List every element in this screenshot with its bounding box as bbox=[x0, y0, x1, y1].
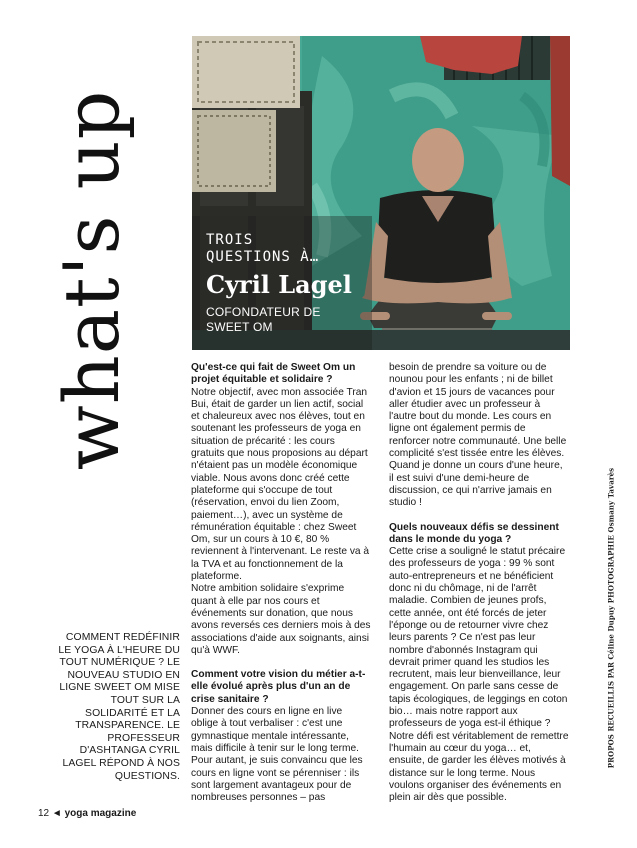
section-title-text: what's up bbox=[47, 89, 136, 471]
question-3: Quels nouveaux défis se dessinent dans le monde du yoga ? bbox=[389, 521, 559, 545]
answer-1-paragraph-2: Notre ambition solidaire s'exprime quant à elle par nos cours et événements sur donation, que nous avons reversés ces derniers mois à des associations d'aide aux soignants, ainsi qu'à WWF. bbox=[191, 583, 371, 656]
photo-credit bbox=[604, 468, 618, 768]
intro-text: COMMENT REDÉFINIR LE YOGA À L'HEURE DU TOUT NUMÉRIQUE ? LE NOUVEAU STUDIO EN LIGNE SWEET OM MISE TOUT SUR LA SOLIDARITÉ ET LA TRANSPARENCE. LE PROFESSEUR D'ASHTANGA CYRIL LAGEL RÉPOND À NOS QUESTIONS. bbox=[58, 632, 180, 782]
question-2: Comment votre vision du métier a-t-elle évolué après plus d'un an de crise sanitaire ? bbox=[191, 669, 366, 705]
answer-2-continued: besoin de prendre sa voiture ou de nounou pour les enfants ; ni de billet d'avion et 15 jours de vacances pour aller étudier avec un professeur à l'autre bout du monde. Les cours en ligne ont également permis de renforcer notre communauté. Une belle complicité s'est tissée entre les élèves. Quand je donne un cours d'une heure, il est suivi d'une demi-heure de discussion, ce qui n'arrive jamais en studio ! bbox=[389, 362, 567, 509]
photo-credit-text: PROPOS RECUEILLIS PAR Céline Dupuy PHOTOGRAPHIE Osmany Tavarès bbox=[606, 467, 616, 769]
left-arrow-icon: ◄ bbox=[51, 808, 62, 819]
article-column-1 bbox=[191, 362, 371, 804]
answer-2: Donner des cours en ligne en live oblige à tout verbaliser : c'est une gymnastique mentale intéressante, mais difficile à tenir sur le long terme. Pour autant, je suis convaincu que les cours en ligne vont se pérenniser : ils sont largement avantageux pour de nombreuses personnes – pas bbox=[191, 706, 363, 804]
hero-caption bbox=[206, 232, 352, 335]
answer-1-paragraph-1: Notre objectif, avec mon associée Tran Bui, était de garder un lien actif, social et chaleureux avec nos élèves, tout en soutenant les professeurs de yoga en situation de précarité : les cours gratuits que nous proposions au départ n'étaient pas un modèle économique viable. Nous avons donc créé cette plateforme qui s'occupe de tout (réservation, envoi du lien Zoom, paiement…), avec un système de rémunération équitable : chez Sweet Om, sur un cours à 10 €, 80 % reviennent à l'intervenant. Le reste va à la TVA et au fonctionnement de la plateforme. bbox=[191, 386, 370, 583]
magazine-name: yoga magazine bbox=[64, 808, 137, 819]
hero-photo bbox=[192, 36, 570, 350]
hero-name: Cyril Lagel bbox=[206, 270, 352, 299]
page-footer bbox=[38, 808, 136, 819]
answer-3: Cette crise a souligné le statut précaire des professeurs de yoga : 99 % sont auto-entrepreneurs et ne bénéficient donc ni du chômage, ni de l'arrêt maladie. Combien de jeunes profs, cette année, ont été forcés de jeter l'éponge ou de retourner vivre chez leurs parents ? Ce n'est pas leur nombre d'abonnés Instagram qui devrait primer quand les studios les recrutent, mais leur bienveillance, leur engagement. On parle sans cesse de tapis écologiques, de leggings en coton bio… mais notre rapport aux professeurs de yoga est-il éthique ? Notre défi est véritablement de remettre l'humain au cœur du yoga… et, ensuite, de garder les élèves motivés à distance sur le long terme. Nous voulons organiser des événements en plein air dès que possible. bbox=[389, 546, 569, 804]
page-number: 12 bbox=[38, 808, 50, 819]
section-title bbox=[42, 70, 142, 490]
hero-kicker: TROIS QUESTIONS À… bbox=[206, 232, 320, 265]
article-column-2 bbox=[389, 362, 569, 804]
question-1: Qu'est-ce qui fait de Sweet Om un projet équitable et solidaire ? bbox=[191, 362, 356, 386]
hero-role: COFONDATEUR DE SWEET OM bbox=[206, 305, 321, 334]
